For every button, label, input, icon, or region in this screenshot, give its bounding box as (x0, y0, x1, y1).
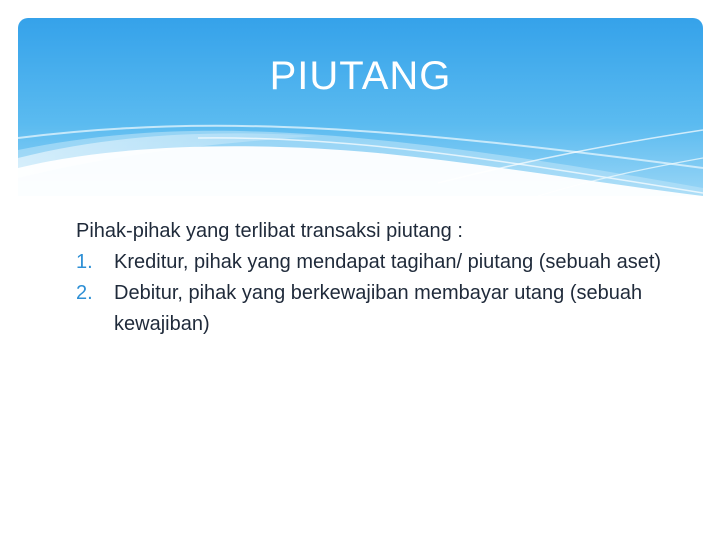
list-item-number: 1. (76, 251, 93, 273)
intro-text: Pihak-pihak yang terlibat transaksi piutang : (76, 220, 463, 242)
list-item (76, 247, 676, 278)
list-item-text: Debitur, pihak yang berkewajiban membayar utang (sebuah kewajiban) (114, 282, 643, 335)
banner-background (18, 18, 703, 196)
list-item (76, 278, 676, 340)
slide-body (76, 216, 676, 340)
list-item-number: 2. (76, 282, 93, 304)
party-list (76, 247, 676, 340)
title-banner (18, 18, 703, 196)
slide-title: PIUTANG (269, 54, 452, 98)
list-item-text: Kreditur, pihak yang mendapat tagihan/ piutang (sebuah aset) (114, 251, 662, 273)
